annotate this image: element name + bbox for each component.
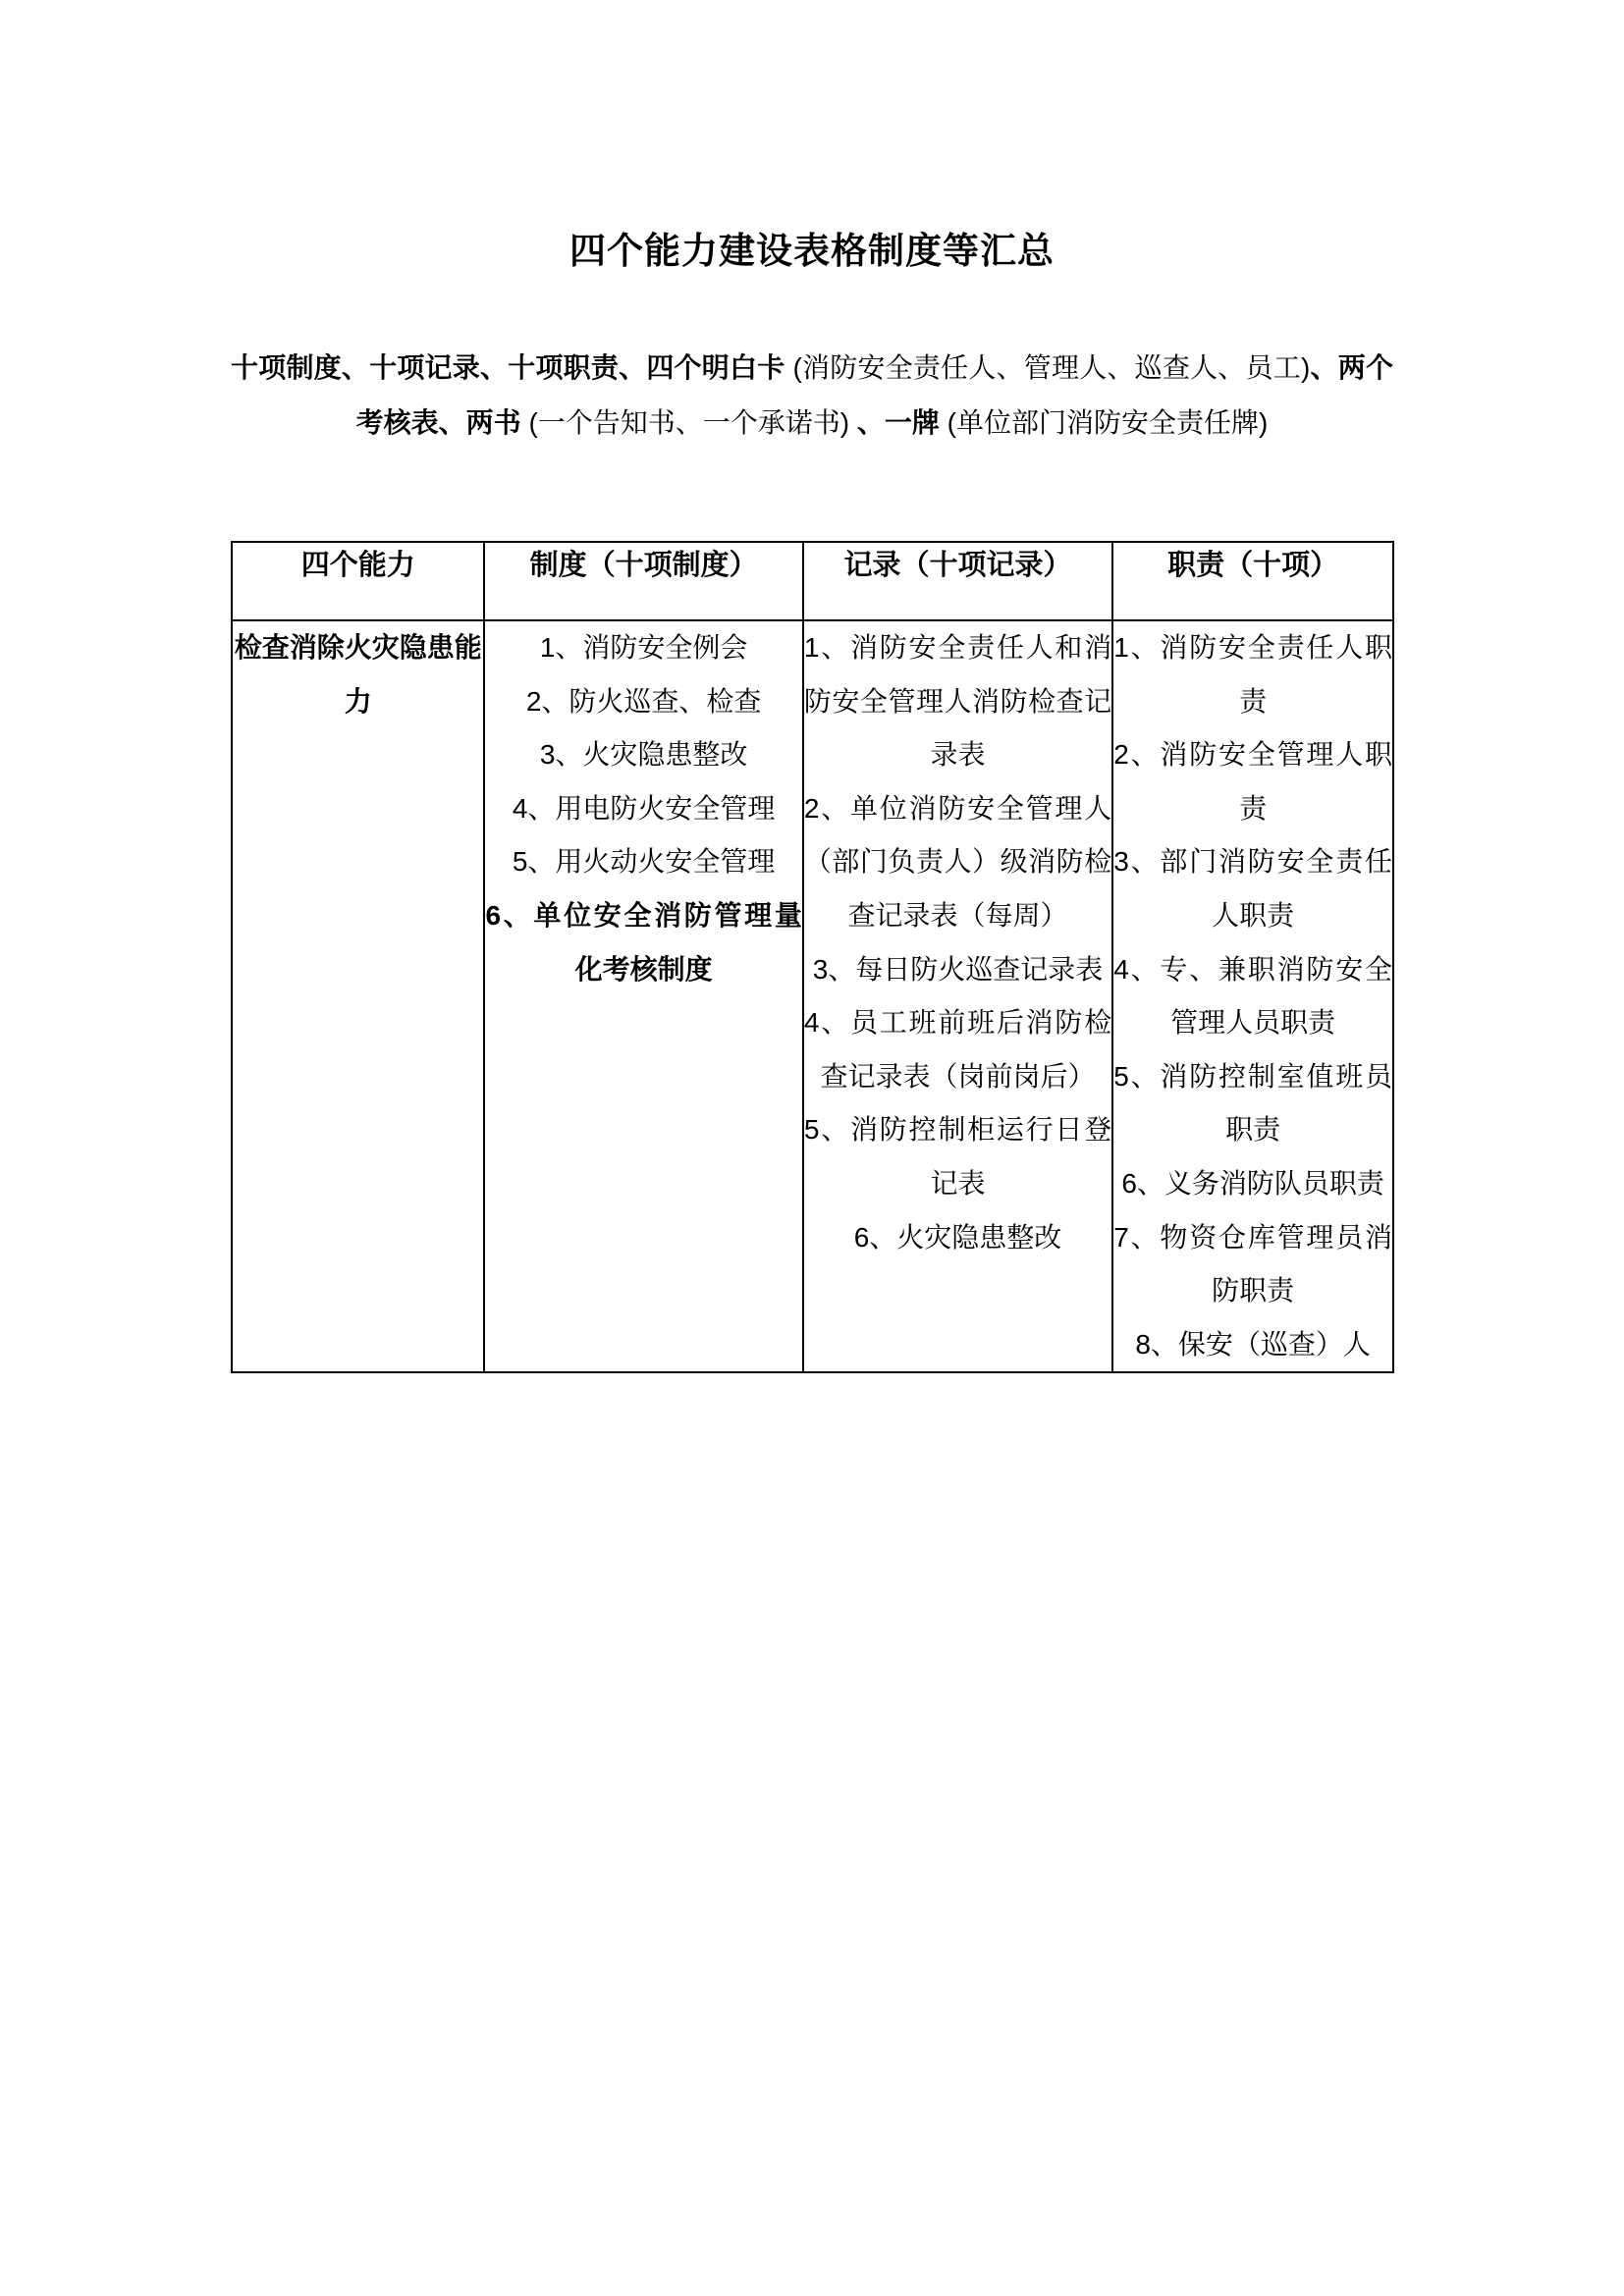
- duty-item-7: 7、物资仓库管理员消防职责: [1113, 1221, 1392, 1307]
- system-item-4: 4、用电防火安全管理: [512, 792, 776, 824]
- record-item-6: 6、火灾隐患整改: [853, 1221, 1062, 1253]
- record-item-5: 5、消防控制柜运行日登记表: [803, 1114, 1112, 1199]
- intro-segment-5: (单位部门消防安全责任牌): [947, 407, 1269, 438]
- record-item-4: 4、员工班前班后消防检查记录表（岗前岗后）: [803, 1007, 1112, 1092]
- table-row: [232, 620, 1393, 1372]
- system-item-5: 5、用火动火安全管理: [512, 846, 776, 878]
- four-abilities-table: [231, 541, 1394, 1373]
- capability-label: 检查消除火灾隐患能力: [234, 632, 482, 717]
- duty-item-6: 6、义务消防队员职责: [1121, 1167, 1384, 1199]
- system-item-6: 6、单位安全消防管理量化考核制度: [485, 899, 802, 985]
- intro-paragraph: [231, 274, 1393, 451]
- cell-duties: [1112, 620, 1393, 1372]
- duty-item-4: 4、专、兼职消防安全管理人员职责: [1113, 953, 1392, 1039]
- record-item-3: 3、每日防火巡查记录表: [812, 953, 1104, 985]
- system-item-2: 2、防火巡查、检查: [525, 685, 762, 717]
- intro-segment-0: 十项制度、十项记录、十项职责、四个明白卡: [231, 352, 793, 383]
- intro-segment-1: (消防安全责任人、管理人、巡查人、员工): [792, 352, 1311, 383]
- page-title: 四个能力建设表格制度等汇总: [569, 231, 1055, 271]
- duty-item-1: 1、消防安全责任人职责: [1113, 632, 1392, 717]
- duty-item-8: 8、保安（巡查）人: [1135, 1328, 1371, 1360]
- table-header-duties: 职责（十项）: [1112, 542, 1393, 620]
- record-item-1: 1、消防安全责任人和消防安全管理人消防检查记录表: [803, 632, 1112, 771]
- system-item-3: 3、火灾隐患整改: [539, 739, 748, 771]
- intro-segment-3: (一个告知书、一个承诺书): [528, 407, 850, 438]
- duty-item-2: 2、消防安全管理人职责: [1113, 739, 1392, 824]
- duty-item-3: 3、部门消防安全责任人职责: [1113, 846, 1392, 931]
- system-item-1: 1、消防安全例会: [539, 632, 748, 663]
- cell-systems: [484, 620, 802, 1372]
- table-header-records: 记录（十项记录）: [803, 542, 1112, 620]
- cell-capability: [232, 620, 484, 1372]
- record-item-2: 2、单位消防安全管理人（部门负责人）级消防检查记录表（每周）: [803, 792, 1112, 931]
- duty-item-5: 5、消防控制室值班员职责: [1113, 1060, 1392, 1146]
- table-header-capability: 四个能力: [232, 542, 484, 620]
- cell-records: [803, 620, 1112, 1372]
- table-header-row: [232, 542, 1393, 620]
- intro-segment-2: 、两个考核表、两书: [355, 352, 1393, 438]
- intro-segment-4: 、一牌: [849, 407, 947, 438]
- table-header-systems: 制度（十项制度）: [484, 542, 802, 620]
